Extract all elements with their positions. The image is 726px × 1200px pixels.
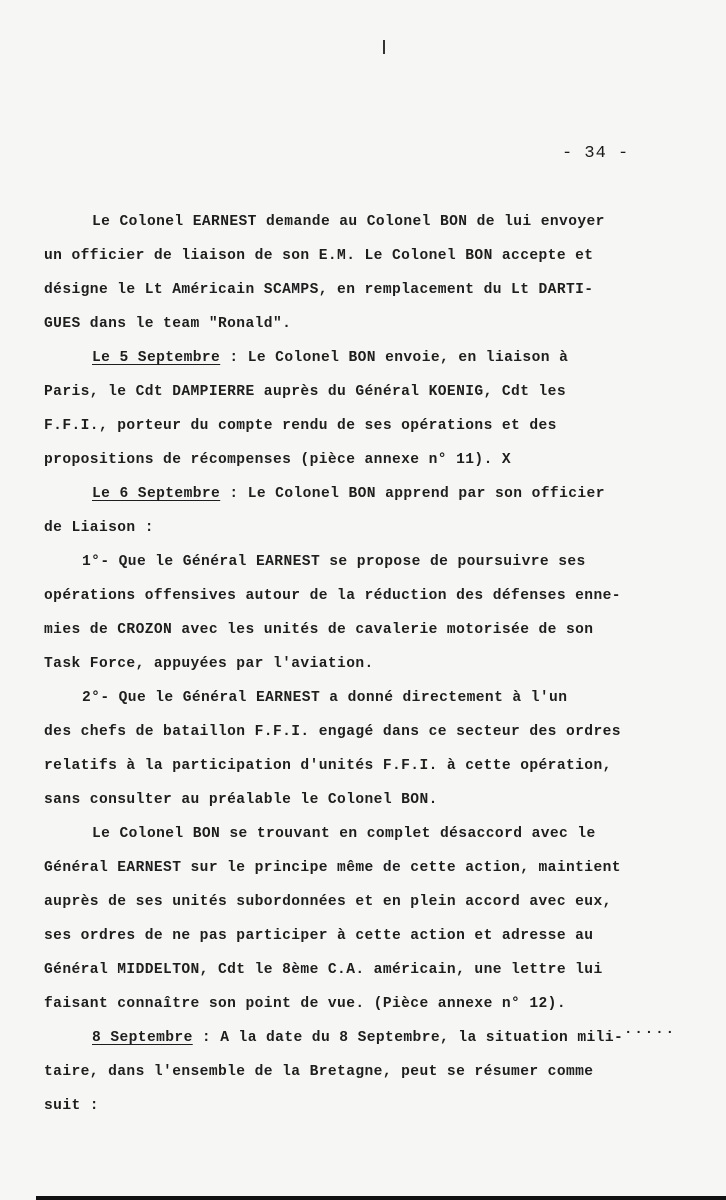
dated-entry-line <box>44 477 724 511</box>
text-segment: : A la date du 8 Septembre, la situation mili- <box>201 1030 624 1046</box>
text-line: Le Colonel EARNEST demande au Colonel BON de lui envoyer <box>92 214 605 230</box>
dated-entry-line <box>44 341 724 375</box>
scan-mark <box>383 40 385 54</box>
text-line: Task Force, appuyées par l'aviation. <box>44 656 374 672</box>
text-line: Général MIDDELTON, Cdt le 8ème C.A. américain, une lettre lui <box>44 962 603 978</box>
page-number: - 34 - <box>562 144 630 163</box>
text-line: relatifs à la participation d'unités F.F.I. à cette opération, <box>44 758 612 774</box>
text-line: ses ordres de ne pas participer à cette action et adresse au <box>44 928 594 944</box>
text-line: 2°- Que le Général EARNEST a donné directement à l'un <box>82 690 568 706</box>
text-line: GUES dans le team "Ronald". <box>44 316 292 332</box>
text-line: faisant connaître son point de vue. (Pièce annexe n° 12). <box>44 996 566 1012</box>
text-line: Le Colonel BON se trouvant en complet désaccord avec le <box>92 826 596 842</box>
scan-edge <box>36 1196 726 1200</box>
date-heading: Le 5 Septembre <box>92 350 221 366</box>
text-line: 1°- Que le Général EARNEST se propose de poursuivre ses <box>82 554 586 570</box>
date-heading: Le 6 Septembre <box>92 486 221 502</box>
text-line: des chefs de bataillon F.F.I. engagé dans ce secteur des ordres <box>44 724 621 740</box>
text-line: sans consulter au préalable le Colonel BON. <box>44 792 438 808</box>
text-line: désigne le Lt Américain SCAMPS, en remplacement du Lt DARTI- <box>44 282 594 298</box>
date-heading: 8 Septembre <box>92 1030 193 1046</box>
text-line: un officier de liaison de son E.M. Le Colonel BON accepte et <box>44 248 594 264</box>
text-line: auprès de ses unités subordonnées et en plein accord avec eux, <box>44 894 612 910</box>
continuation-marker: ..... <box>624 1022 677 1038</box>
text-line: mies de CROZON avec les unités de cavalerie motorisée de son <box>44 622 594 638</box>
text-line: Paris, le Cdt DAMPIERRE auprès du Général KOENIG, Cdt les <box>44 384 566 400</box>
text-segment: : Le Colonel BON apprend par son officier <box>229 486 605 502</box>
dated-entry-line <box>44 1021 724 1055</box>
text-line: Général EARNEST sur le principe même de cette action, maintient <box>44 860 621 876</box>
text-line: propositions de récompenses (pièce annexe n° 11). X <box>44 452 512 468</box>
text-line: taire, dans l'ensemble de la Bretagne, peut se résumer comme <box>44 1064 594 1080</box>
document-body <box>44 205 724 1123</box>
text-line: F.F.I., porteur du compte rendu de ses opérations et des <box>44 418 557 434</box>
text-line: opérations offensives autour de la réduction des défenses enne- <box>44 588 621 604</box>
text-line: de Liaison : <box>44 520 154 536</box>
text-segment: : Le Colonel BON envoie, en liaison à <box>229 350 569 366</box>
text-line: suit : <box>44 1098 99 1114</box>
